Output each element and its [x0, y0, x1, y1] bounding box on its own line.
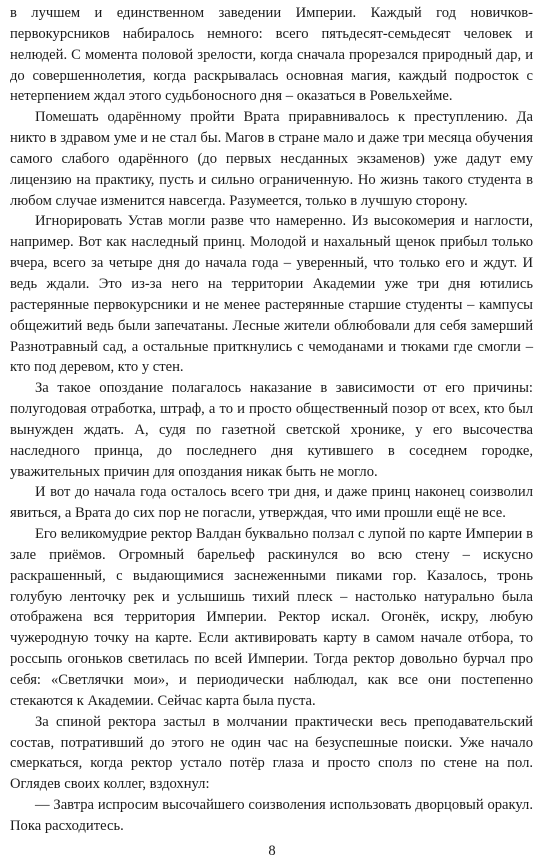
paragraph-academy-intake: в лучшем и единственном заведении Империи. Каждый год новичков-первокурсников набиралось немного: всего пятьдесят-семьдесят человек и нелюдей. С момента половой зрелости, когда сначала прорезался природный дар, и до совершеннолетия, когда раскрывалась основная магия, каждый подросток с нетерпением ждал этого судьбоносного дня – оказаться в Ровельхейме. [10, 5, 533, 105]
paragraph-crown-prince: Игнорировать Устав могли разве что намеренно. Из высокомерия и наглости, например. Вот как наследный принц. Молодой и нахальный щенок прибыл только вчера, всего за четыре дня до начала года – уверенный, что только его и ждут. И ведь ждали. Это из-за него на территории Академии уже три дня ютились растерянные первокурсники и не менее растерянные старшие студенты – кампусы общежитий ведь были запечатаны. Лесные жители облюбовали для себя замерший Разнотравный сад, а остальные приткнулись с чемоданами и тюками где смогли – кто под деревом, кто у стен. [10, 213, 533, 376]
paragraph-faculty: За спиной ректора застыл в молчании практически весь преподавательский состав, потративший до этого не один час на безуспешные поиски. Уже начало смеркаться, когда ректор устало потёр глаза и просто сполз по стене на пол. Оглядев своих коллег, вздохнул: [10, 713, 533, 793]
paragraph-three-days: И вот до начала года осталось всего три дня, и даже принц наконец соизволил явиться, а Врата до сих пор не погасли, утверждая, что ими прошли ещё не все. [10, 484, 533, 522]
book-page-text [10, 3, 533, 837]
paragraph-punishment: За такое опоздание полагалось наказание в зависимости от его причины: полугодовая отработка, штраф, а то и просто общественный позор от всех, кто был вынужден ждать. А, судя по газетной светской хронике, у его высочества наследного принца, до последнего дня кутившего в соседнем городке, уважительных причин для опоздания никак быть не могло. [10, 380, 533, 480]
page-number: 8 [268, 843, 276, 859]
paragraph-gates-crime: Помешать одарённому пройти Врата приравнивалось к преступлению. Да никто в здравом уме и не стал бы. Магов в стране мало и даже три месяца обучения самого слабого одарённого (до первых несданных экзаменов) уже дадут ему лицензию на практику, пусть и сильно ограниченную. Но жизнь такого студента в любом случае изменится навсегда. Разумеется, только в лучшую сторону. [10, 109, 533, 209]
paragraph-rector-map: Его великомудрие ректор Валдан буквально ползал с лупой по карте Империи в зале приёмов. Огромный барельеф раскинулся во всю стену – искусно раскрашенный, с выдающимися заснеженными пиками гор. Казалось, тронь голубую ленточку рек и услышишь тихий плеск – настолько натурально была отображена вся территория Империи. Ректор искал. Огонёк, искру, любую чужеродную точку на карте. Если активировать карту в самом начале отбора, то россыпь огоньков светилась по всей Империи. Тогда ректор довольно бурчал про себя: «Светлячки мои», и периодически наблюдал, как все они постепенно стекаются к Академии. Сейчас карта была пуста. [10, 526, 533, 709]
paragraph-dialogue: — Завтра испросим высочайшего соизволения использовать дворцовый оракул. Пока расходитесь. [10, 797, 533, 834]
